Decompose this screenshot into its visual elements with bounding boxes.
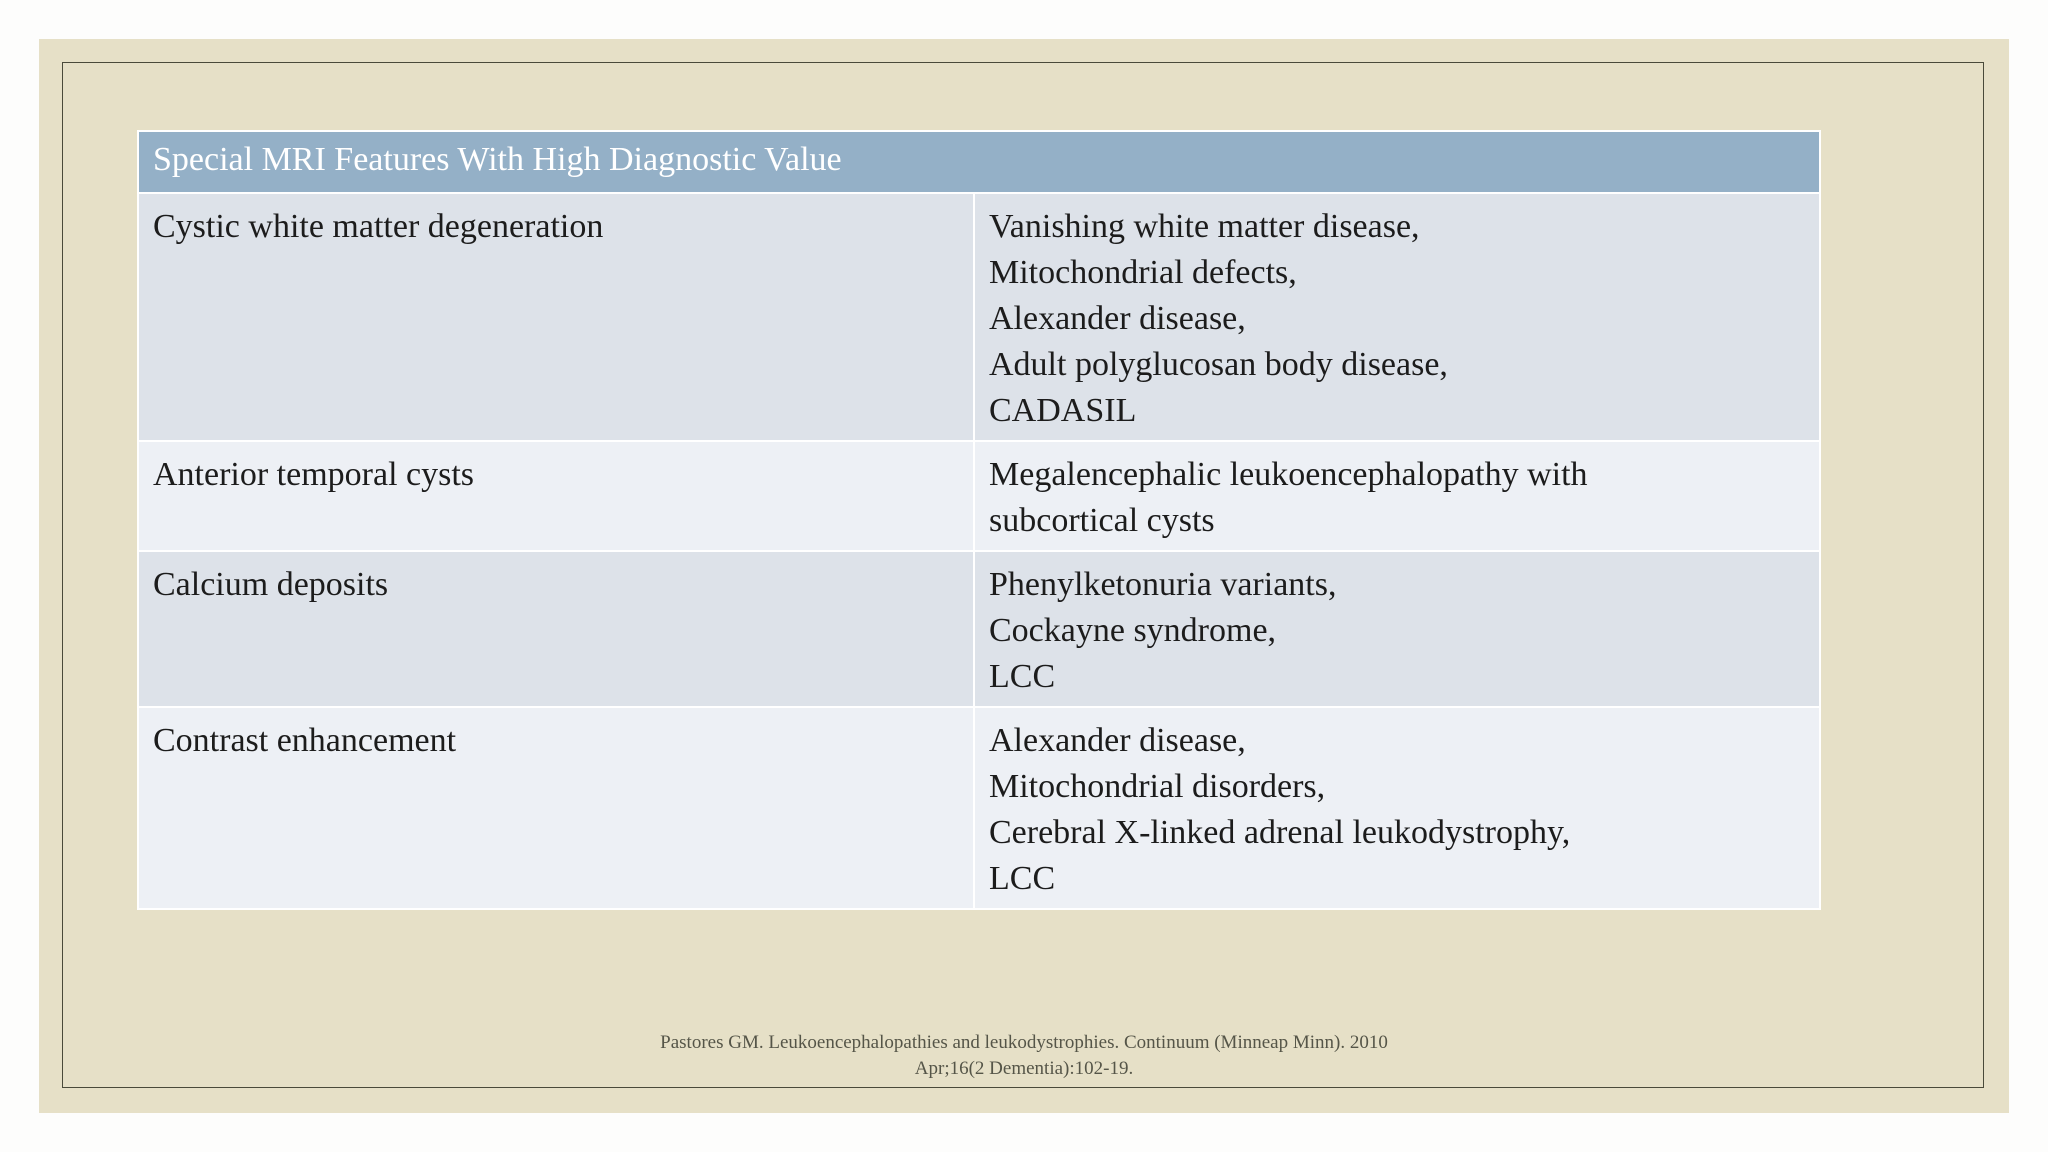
condition-item: Adult polyglucosan body disease, xyxy=(989,346,1448,383)
conditions-cell xyxy=(974,707,1820,909)
conditions-cell xyxy=(974,193,1820,441)
table-row xyxy=(138,193,1820,441)
condition-item: Mitochondrial defects, xyxy=(989,254,1297,291)
feature-cell: Calcium deposits xyxy=(138,551,974,707)
feature-cell: Cystic white matter degeneration xyxy=(138,193,974,441)
condition-item: LCC xyxy=(989,658,1056,695)
citation-line: Pastores GM. Leukoencephalopathies and leukodystrophies. Continuum (Minneap Minn). 2010 xyxy=(660,1032,1388,1053)
table-title: Special MRI Features With High Diagnostic Value xyxy=(138,131,1820,193)
condition-item: LCC xyxy=(989,860,1056,897)
conditions-cell xyxy=(974,441,1820,551)
table-row xyxy=(138,707,1820,909)
citation-line: Apr;16(2 Dementia):102-19. xyxy=(914,1058,1134,1079)
condition-item: Vanishing white matter disease, xyxy=(989,208,1420,245)
condition-item: Phenylketonuria variants, xyxy=(989,566,1337,603)
table-header-row xyxy=(138,131,1820,193)
condition-item: subcortical cysts xyxy=(989,502,1215,539)
feature-cell: Contrast enhancement xyxy=(138,707,974,909)
condition-item: CADASIL xyxy=(989,392,1137,429)
condition-item: Cerebral X-linked adrenal leukodystrophy, xyxy=(989,814,1571,851)
condition-item: Mitochondrial disorders, xyxy=(989,768,1326,805)
table-row xyxy=(138,551,1820,707)
citation xyxy=(0,1030,2048,1082)
conditions-cell xyxy=(974,551,1820,707)
feature-cell: Anterior temporal cysts xyxy=(138,441,974,551)
condition-item: Alexander disease, xyxy=(989,722,1246,759)
mri-features-table xyxy=(137,130,1821,910)
condition-item: Cockayne syndrome, xyxy=(989,612,1277,649)
condition-item: Alexander disease, xyxy=(989,300,1246,337)
condition-item: Megalencephalic leukoencephalopathy with xyxy=(989,456,1588,493)
table-row xyxy=(138,441,1820,551)
